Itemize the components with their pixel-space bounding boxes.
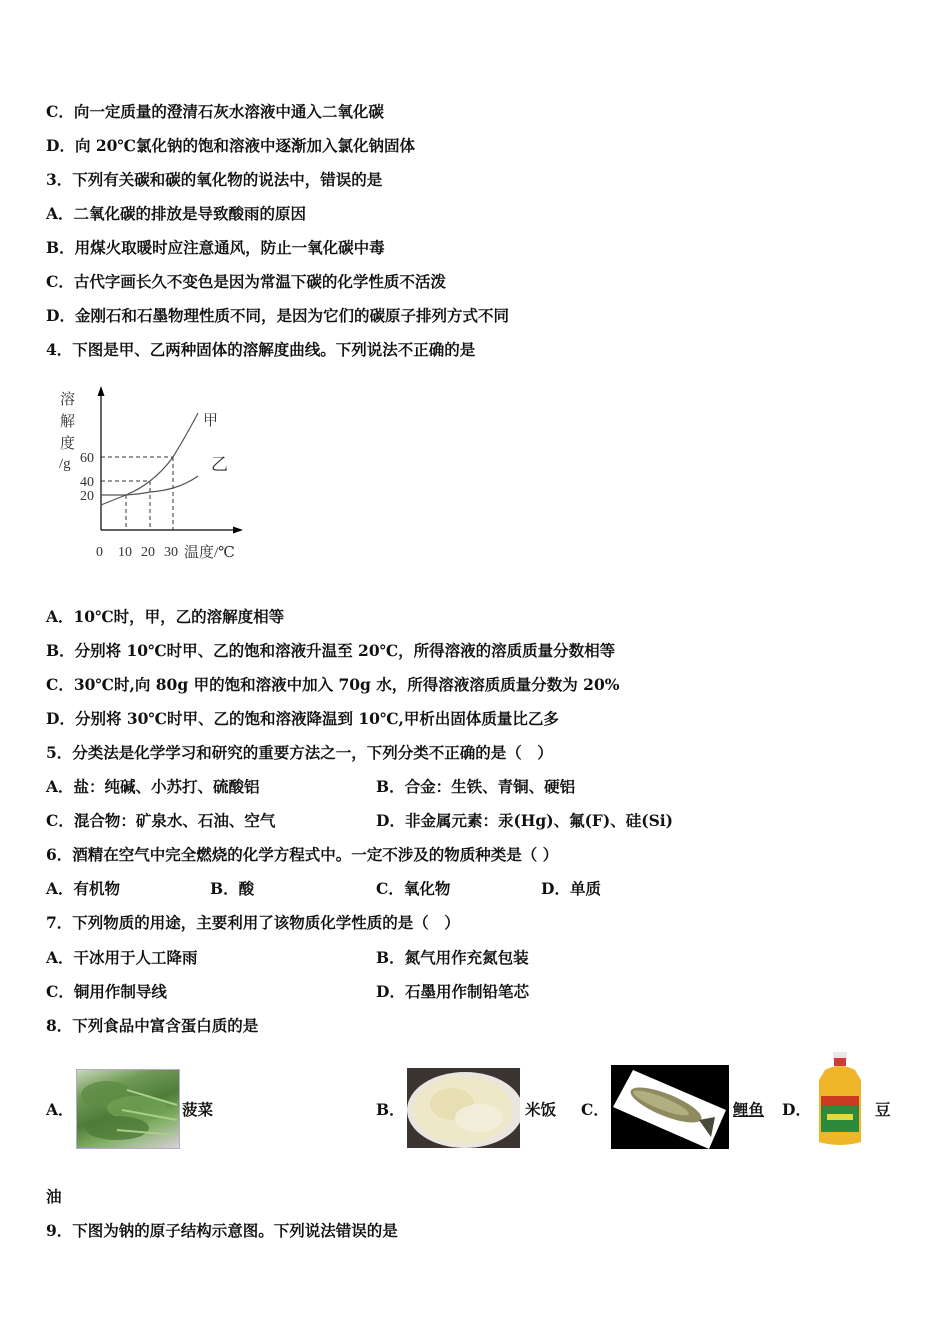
spinach-image [76,1069,180,1149]
q4-stem: 4．下图是甲、乙两种固体的溶解度曲线。下列说法不正确的是 [46,340,476,359]
q4-option-a: A．10℃时，甲，乙的溶解度相等 [46,607,285,626]
ylabel-char: 解 [60,414,76,430]
q7-option-c: C．铜用作制导线 [46,982,167,1001]
q6-option-b: B．酸 [210,879,255,898]
q3-stem: 3．下列有关碳和碳的氧化物的说法中，错误的是 [46,170,383,189]
svg-text:10: 10 [118,545,132,560]
q3-option-c: C．古代字画长久不变色是因为常温下碳的化学性质不活泼 [46,272,446,291]
q4-option-b: B．分别将 10℃时甲、乙的饱和溶液升温至 20℃，所得溶液的溶质质量分数相等 [46,641,616,660]
q7-stem: 7．下列物质的用途，主要利用了该物质化学性质的是（ ） [46,913,460,932]
ylabel-char: /g [59,456,71,472]
oil-bottle-image [815,1050,865,1148]
svg-text:40: 40 [80,475,94,490]
label-jia: 甲 [203,413,219,429]
svg-text:20: 20 [80,489,94,504]
q8-option-b-letter: B． [376,1100,405,1119]
q5-option-b: B．合金：生铁、青铜、硬铝 [376,777,576,796]
svg-text:60: 60 [80,451,94,466]
q7-option-a: A．干冰用于人工降雨 [46,948,198,967]
q5-option-a: A．盐：纯碱、小苏打、硫酸铝 [46,777,260,796]
q6-option-a: A．有机物 [46,879,121,898]
ylabel-char: 溶 [60,392,76,408]
q3-option-b: B．用煤火取暖时应注意通风，防止一氧化碳中毒 [46,238,385,257]
svg-text:20: 20 [141,545,155,560]
q4-option-d: D．分别将 30℃时甲、乙的饱和溶液降温到 10℃,甲析出固体质量比乙多 [46,709,559,728]
carp-image [611,1065,729,1149]
q4-option-c: C．30℃时,向 80g 甲的饱和溶液中加入 70g 水，所得溶液溶质质量分数为 20% [46,675,620,694]
q2-option-c: C．向一定质量的澄清石灰水溶液中通入二氧化碳 [46,102,384,121]
svg-text:30: 30 [164,545,178,560]
q6-stem: 6．酒精在空气中完全燃烧的化学方程式中。一定不涉及的物质种类是（ ） [46,845,559,864]
q5-option-c: C．混合物：矿泉水、石油、空气 [46,811,276,830]
label-yi: 乙 [211,455,228,474]
curve-yi [101,476,198,495]
q8-option-b-label: 米饭 [525,1100,557,1119]
solubility-chart [50,380,270,570]
q5-option-d: D．非金属元素：汞(Hg)、氟(F)、硅(Si) [376,811,674,830]
q8-option-d-label: 豆 [875,1100,891,1119]
q6-option-d: D．单质 [541,879,601,898]
q3-option-d: D．金刚石和石墨物理性质不同，是因为它们的碳原子排列方式不同 [46,306,509,325]
q8-option-d-label-cont: 油 [46,1187,62,1206]
svg-text:0: 0 [96,545,103,560]
q8-stem: 8．下列食品中富含蛋白质的是 [46,1016,259,1035]
q8-option-a-letter: A． [46,1100,74,1119]
q8-option-d-letter: D． [782,1100,811,1119]
q7-option-b: B．氮气用作充氮包装 [376,948,529,967]
q6-option-c: C．氧化物 [376,879,451,898]
rice-image [407,1068,520,1148]
q8-option-c-label: 鲤鱼 [733,1100,765,1119]
q8-option-c-letter: C． [581,1100,609,1119]
q2-option-d: D．向 20℃氯化钠的饱和溶液中逐渐加入氯化钠固体 [46,136,415,155]
q3-option-a: A．二氧化碳的排放是导致酸雨的原因 [46,204,307,223]
q5-stem: 5．分类法是化学学习和研究的重要方法之一，下列分类不正确的是（ ） [46,743,553,762]
q7-option-d: D．石墨用作制铅笔芯 [376,982,529,1001]
q8-option-a-label: 菠菜 [182,1100,214,1119]
svg-text:温度/℃: 温度/℃ [184,545,235,561]
q9-stem: 9．下图为钠的原子结构示意图。下列说法错误的是 [46,1221,398,1240]
ylabel-char: 度 [60,436,76,452]
